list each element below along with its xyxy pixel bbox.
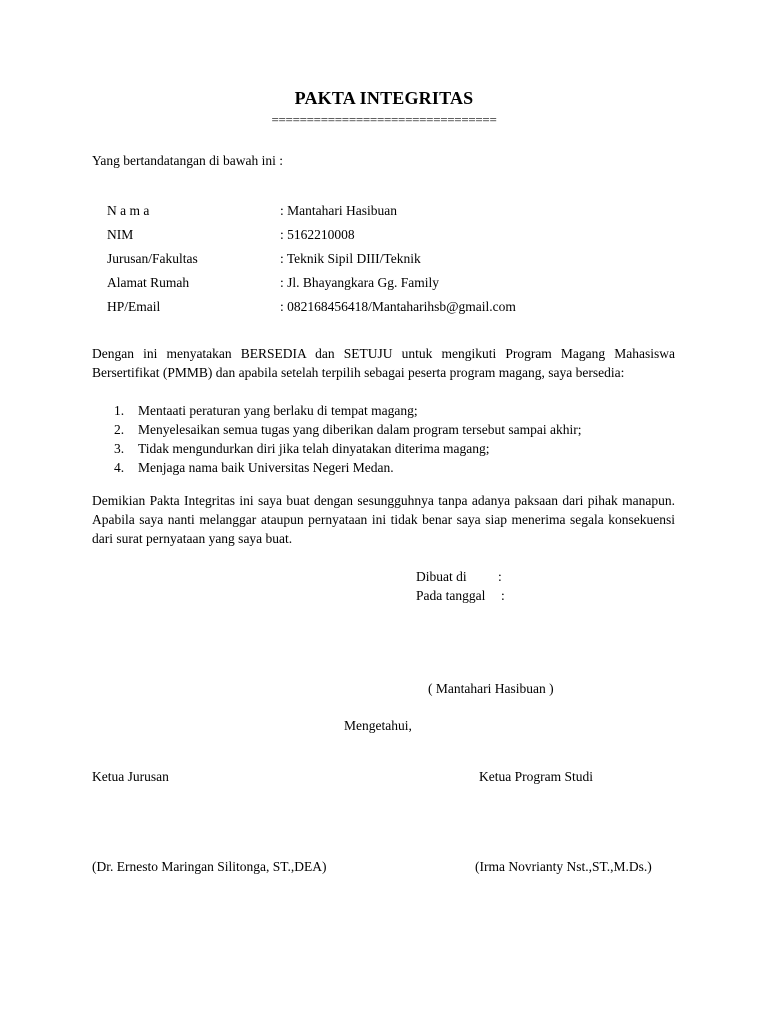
made-at-colon: : <box>498 569 502 584</box>
document-title: PAKTA INTEGRITAS <box>294 88 474 108</box>
signer-name: ( Mantahari Hasibuan ) <box>428 681 554 696</box>
list-item-text: Menjaga nama baik Universitas Negeri Medan. <box>138 460 394 475</box>
closing-paragraph: Demikian Pakta Integritas ini saya buat dengan sesungguhnya tanpa adanya paksaan dari pihak manapun. Apabila saya nanti melanggar ataupun pernyataan ini tidak benar saya siap menerima segala konsekuensi dari surat pernyataan yang saya buat. <box>92 493 675 546</box>
date-colon: : <box>501 588 505 603</box>
head-of-department-name: (Dr. Ernesto Maringan Silitonga, ST.,DEA) <box>92 859 327 874</box>
identity-label-department: Jurusan/Fakultas <box>107 251 198 266</box>
identity-value-nim: : 5162210008 <box>280 227 355 242</box>
identity-value-address: : Jl. Bhayangkara Gg. Family <box>280 275 439 290</box>
statement-paragraph: Dengan ini menyatakan BERSEDIA dan SETUJU untuk mengikuti Program Magang Mahasiswa Bersertifikat (PMMB) dan apabila setelah terpilih sebagai peserta program magang, saya bersedia: <box>92 346 675 380</box>
list-item-number: 3. <box>114 441 125 456</box>
identity-label-address: Alamat Rumah <box>107 275 190 290</box>
list-item-number: 1. <box>114 403 125 418</box>
list-item-text: Tidak mengundurkan diri jika telah dinyatakan diterima magang; <box>138 441 490 456</box>
identity-value-contact: : 082168456418/Mantaharihsb@gmail.com <box>280 299 516 314</box>
made-at-label: Dibuat di <box>416 569 467 584</box>
identity-label-contact: HP/Email <box>107 299 161 314</box>
identity-value-department: : Teknik Sipil DIII/Teknik <box>280 251 421 266</box>
head-of-study-program-role: Ketua Program Studi <box>479 769 593 784</box>
head-of-department-role: Ketua Jurusan <box>92 769 169 784</box>
list-item-text: Mentaati peraturan yang berlaku di tempat magang; <box>138 403 418 418</box>
identity-value-name: : Mantahari Hasibuan <box>280 203 397 218</box>
identity-label-nim: NIM <box>107 227 134 242</box>
date-label: Pada tanggal <box>416 588 486 603</box>
title-underline: ================================ <box>271 112 497 127</box>
list-item-text: Menyelesaikan semua tugas yang diberikan dalam program tersebut sampai akhir; <box>138 422 582 437</box>
identity-label-name: N a m a <box>107 203 150 218</box>
intro-text: Yang bertandatangan di bawah ini : <box>92 153 283 168</box>
head-of-study-program-name: (Irma Novrianty Nst.,ST.,M.Ds.) <box>475 859 652 874</box>
list-item-number: 4. <box>114 460 125 475</box>
list-item-number: 2. <box>114 422 125 437</box>
acknowledged-label: Mengetahui, <box>344 718 412 733</box>
